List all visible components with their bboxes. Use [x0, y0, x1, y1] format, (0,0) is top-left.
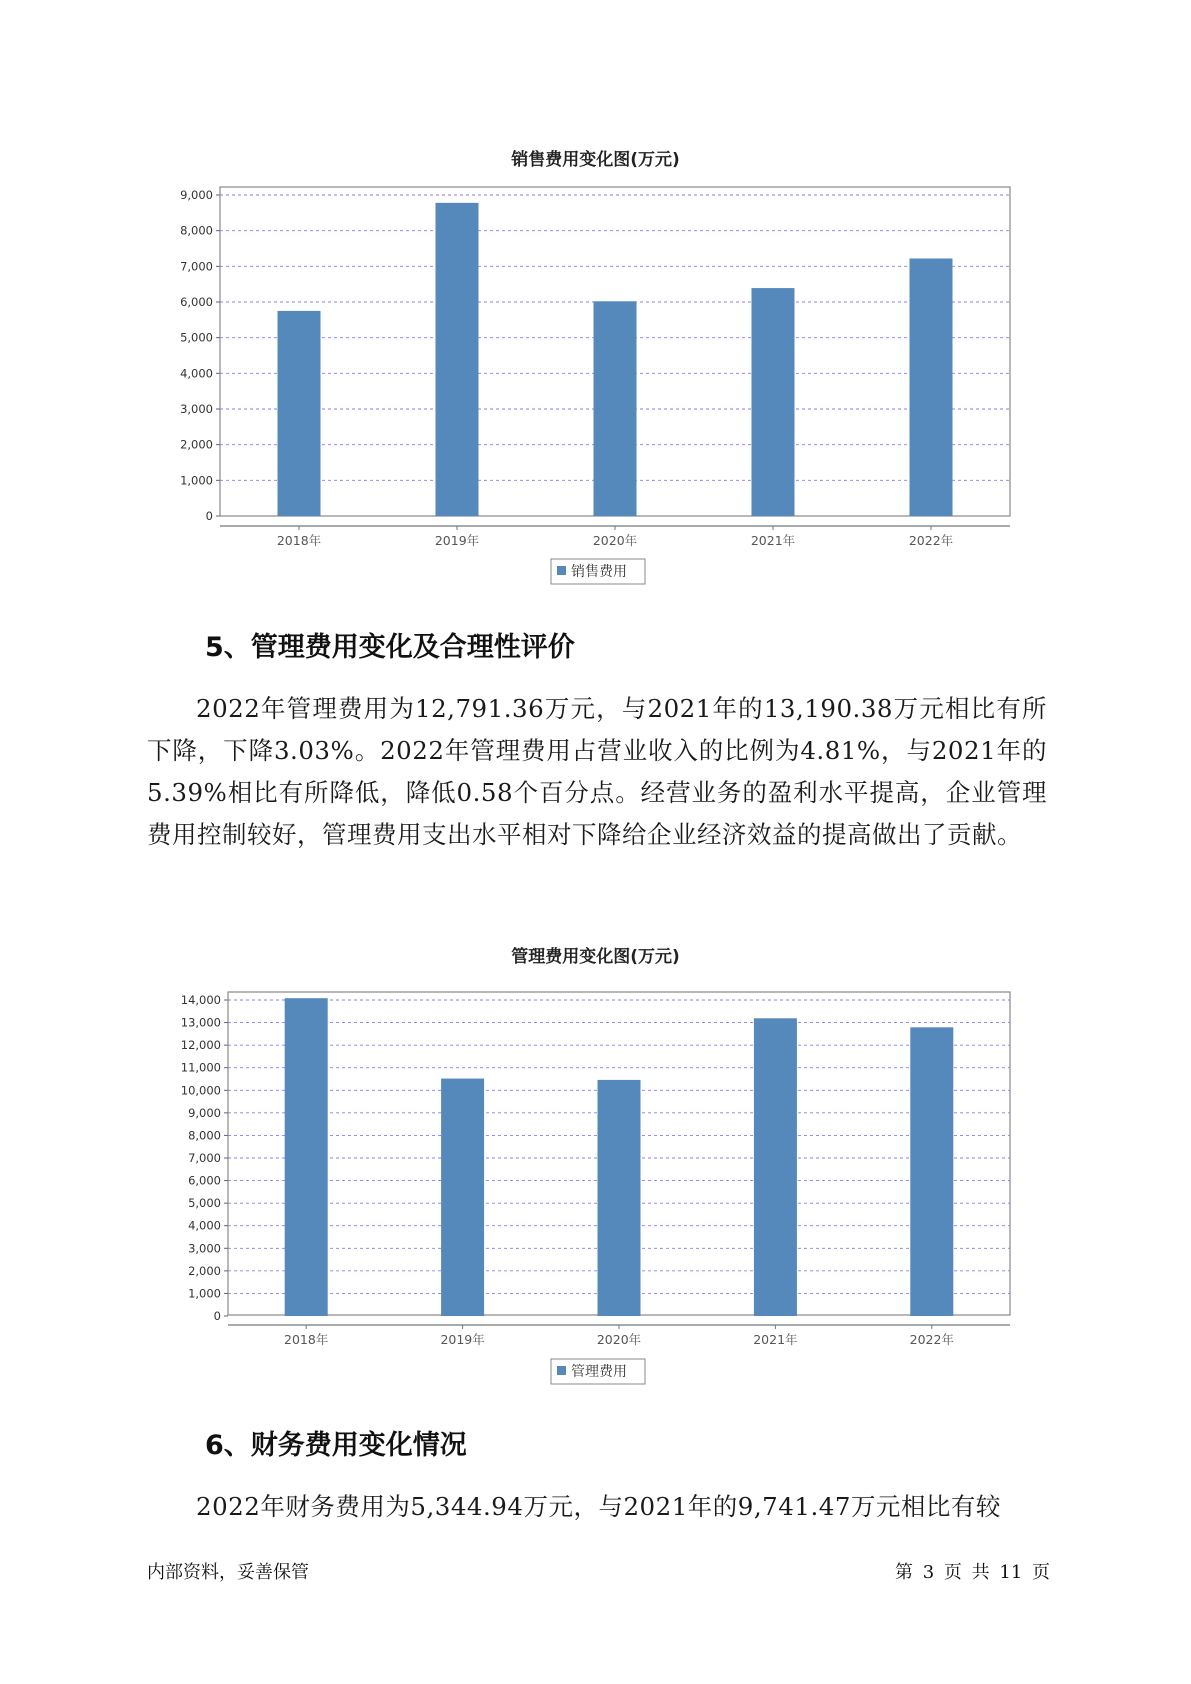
y-tick-label: 9,000 — [180, 188, 213, 202]
bar — [598, 1080, 641, 1316]
x-tick-label: 2018年 — [284, 1332, 329, 1347]
x-tick-label: 2021年 — [753, 1332, 798, 1347]
y-tick-label: 2,000 — [188, 1263, 221, 1278]
y-tick-label: 5,000 — [188, 1196, 221, 1211]
y-tick-label: 6,000 — [180, 295, 213, 309]
x-tick-label: 2022年 — [909, 1332, 954, 1347]
y-tick-label: 0 — [205, 509, 213, 523]
y-tick-label: 2,000 — [180, 437, 213, 452]
chart-title-sales-expense: 销售费用变化图(万元) — [511, 150, 680, 170]
section-heading-management-expense: 5、管理费用变化及合理性评价 — [205, 632, 575, 663]
chart-title-management-expense: 管理费用变化图(万元) — [511, 947, 680, 967]
y-tick-label: 3,000 — [180, 402, 213, 416]
x-tick-label: 2019年 — [434, 533, 480, 548]
bar — [441, 1079, 484, 1316]
y-tick-label: 5,000 — [180, 330, 213, 345]
legend-label: 管理费用 — [571, 1364, 627, 1380]
y-tick-label: 13,000 — [180, 1015, 221, 1030]
bar — [754, 1018, 797, 1316]
y-tick-label: 4,000 — [180, 366, 213, 381]
y-tick-label: 6,000 — [188, 1173, 221, 1188]
section-heading-financial-expense: 6、财务费用变化情况 — [205, 1430, 467, 1461]
legend-swatch — [557, 1366, 566, 1375]
bar — [910, 1027, 953, 1316]
y-tick-label: 12,000 — [180, 1038, 221, 1053]
x-tick-label: 2020年 — [596, 1332, 642, 1347]
bar — [285, 998, 328, 1316]
y-tick-label: 8,000 — [188, 1128, 221, 1143]
y-tick-label: 9,000 — [188, 1105, 221, 1120]
y-tick-label: 8,000 — [180, 223, 213, 238]
y-tick-label: 1,000 — [188, 1286, 221, 1301]
y-tick-label: 3,000 — [188, 1241, 221, 1256]
paragraph-management-expense: 2022年管理费用为12,791.36万元，与2021年的13,190.38万元相比有所下降，下降3.03%。2022年管理费用占营业收入的比例为4.81%，与2021年的5.39%相比有所降低，降低0.58个百分点。经营业务的盈利水平提高，企业管理费用控制较好，管理费用支出水平相对下降给企业经济效益的提高做出了贡献。 — [147, 694, 1047, 849]
footer-confidential-note: 内部资料，妥善保管 — [147, 1562, 309, 1583]
x-tick-label: 2021年 — [750, 533, 796, 548]
y-tick-label: 1,000 — [180, 473, 213, 488]
x-tick-label: 2020年 — [592, 533, 638, 548]
y-tick-label: 10,000 — [180, 1083, 221, 1098]
y-tick-label: 7,000 — [188, 1151, 221, 1165]
y-tick-label: 0 — [213, 1309, 221, 1323]
legend-label: 销售费用 — [571, 564, 627, 580]
y-tick-label: 14,000 — [180, 993, 221, 1007]
y-tick-label: 7,000 — [180, 259, 213, 274]
x-tick-label: 2019年 — [440, 1332, 485, 1347]
x-tick-label: 2022年 — [908, 533, 954, 548]
y-tick-label: 11,000 — [180, 1060, 221, 1075]
y-tick-label: 4,000 — [188, 1218, 221, 1233]
footer-page-number: 第 3 页 共 11 页 — [895, 1562, 1050, 1583]
paragraph-financial-expense: 2022年财务费用为5,344.94万元，与2021年的9,741.47万元相比有较 — [196, 1492, 1001, 1521]
x-tick-label: 2018年 — [276, 533, 322, 548]
